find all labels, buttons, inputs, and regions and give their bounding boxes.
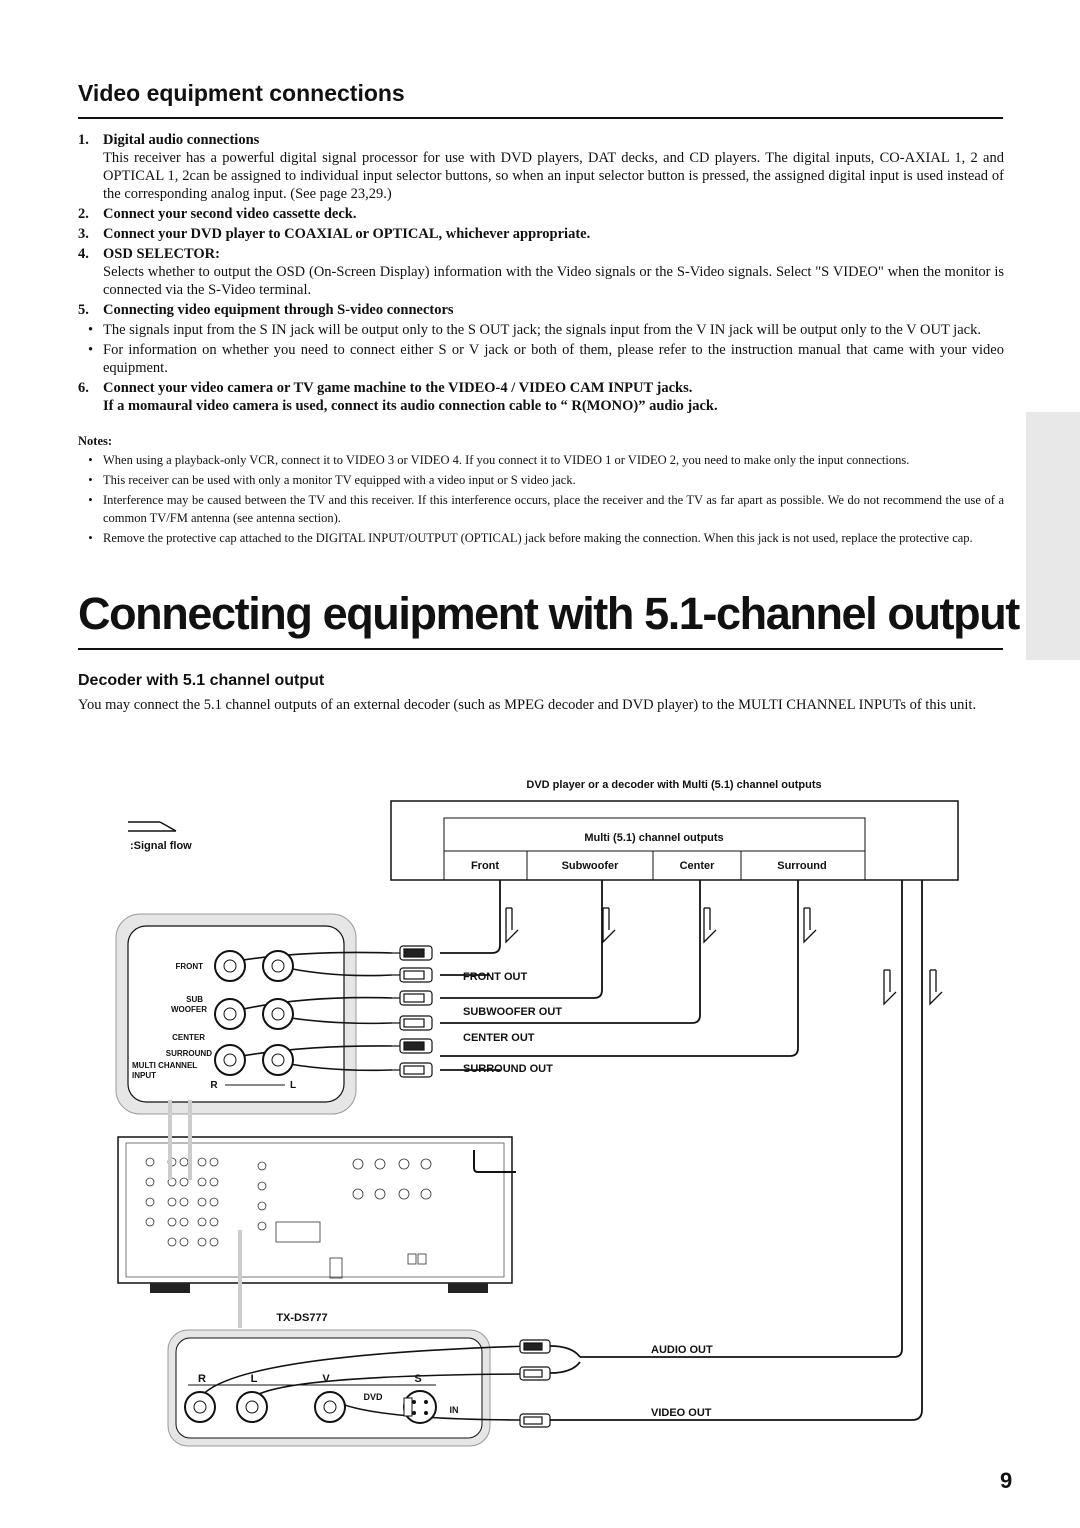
dvd-name-label: DVD xyxy=(363,1392,383,1402)
av-plugs xyxy=(520,1340,550,1427)
dvd-r-label: R xyxy=(198,1373,206,1385)
outputs-header: Multi (5.1) channel outputs xyxy=(584,832,724,844)
receiver-rear-panel xyxy=(118,1137,516,1293)
notes-label: Notes: xyxy=(78,434,113,448)
diagram-caption: DVD player or a decoder with Multi (5.1) channel outputs xyxy=(526,779,822,791)
dvd-l-label: L xyxy=(250,1373,258,1385)
list-item: 1. Digital audio connections This receiver has a powerful digital signal processor for use with DVD players, DAT decks, and CD players. The digital inputs, CO-AXIAL 1, 2 and OPTICAL 1, 2can be assigned to individual input selector buttons, so when an input selector button is pressed, the assigned digital input is used instead of the corresponding analog input. (See page 23,29.) xyxy=(78,132,1004,202)
audio-out-label: AUDIO OUT xyxy=(651,1344,713,1356)
note-item: • Remove the protective cap attached to the DIGITAL INPUT/OUTPUT (OPTICAL) jack before making the connection. When this jack is not used, replace the protective cap. xyxy=(88,531,973,545)
page-number: 9 xyxy=(1000,1468,1013,1493)
note-item: • When using a playback-only VCR, connect it to VIDEO 3 or VIDEO 4. If you connect it to VIDEO 1 or VIDEO 2, you need to make only the input connections. xyxy=(88,453,910,467)
subwoofer-out-label: SUBWOOFER OUT xyxy=(463,1006,562,1018)
intro-paragraph: You may connect the 5.1 channel outputs of an external decoder (such as MPEG decoder and DVD player) to the MULTI CHANNEL INPUTs of this unit. xyxy=(78,697,977,713)
jack-surround-label: SURROUND xyxy=(165,1049,212,1058)
flow-arrows xyxy=(506,908,942,1004)
jack-sub-label: SUB xyxy=(186,995,203,1004)
subsection-title: Decoder with 5.1 channel output xyxy=(78,672,325,689)
signal-flow-label: :Signal flow xyxy=(130,840,192,852)
output-center: Center xyxy=(679,860,715,872)
rca-plugs xyxy=(392,946,432,1077)
dvd-s-label: S xyxy=(414,1373,422,1385)
surround-out-label: SURROUND OUT xyxy=(463,1063,553,1075)
list-item: 3. Connect your DVD player to COAXIAL or OPTICAL, whichever appropriate. xyxy=(78,226,591,242)
page-title: Connecting equipment with 5.1-channel output xyxy=(78,588,1019,639)
list-item: 2. Connect your second video cassette deck. xyxy=(78,206,357,222)
jack-front-label: FRONT xyxy=(175,962,203,971)
jack-r-label: R xyxy=(210,1080,218,1091)
list-item: 6. Connect your video camera or TV game machine to the VIDEO-4 / VIDEO CAM INPUT jacks. If a momaural video camera is used, connect its audio connection cable to “ R(MONO)” audio jack. xyxy=(78,380,718,414)
center-out-label: CENTER OUT xyxy=(463,1032,535,1044)
note-item: • This receiver can be used with only a monitor TV equipped with a video input or S video jack. xyxy=(88,473,576,487)
bullet-item: • For information on whether you need to connect either S or V jack or both of them, please refer to the instruction manual that came with your video equipment. xyxy=(87,342,1004,376)
jack-l-label: L xyxy=(289,1080,297,1091)
output-surround: Surround xyxy=(777,860,827,872)
output-front: Front xyxy=(470,860,500,872)
bullet-item: • The signals input from the S IN jack will be output only to the S OUT jack; the signals input from the V IN jack will be output only to the V OUT jack. xyxy=(87,322,981,338)
jack-input-label: INPUT xyxy=(132,1071,156,1080)
output-subwoofer: Subwoofer xyxy=(561,860,619,872)
receiver-model-label: TX-DS777 xyxy=(276,1312,328,1324)
front-out-label: FRONT OUT xyxy=(463,971,528,983)
jack-center-label: CENTER xyxy=(172,1033,205,1042)
section-title: Video equipment connections xyxy=(78,80,405,106)
jack-multi-label: MULTI CHANNEL xyxy=(132,1061,198,1070)
list-item: 5. Connecting video equipment through S-video connectors xyxy=(78,302,454,318)
video-out-label: VIDEO OUT xyxy=(651,1407,712,1419)
jack-woofer-label: WOOFER xyxy=(171,1005,207,1014)
dvd-in-label: IN xyxy=(449,1405,459,1415)
list-item: 4. OSD SELECTOR: Selects whether to output the OSD (On-Screen Display) information with the Video signals or the S-Video signals. Select "S VIDEO" when the monitor is connected via the S-Video terminal. xyxy=(78,246,1004,298)
dvd-v-label: V xyxy=(322,1373,330,1385)
signal-flow-icon xyxy=(128,822,176,831)
note-item: • Interference may be caused between the TV and this receiver. If this interference occurs, place the receiver and the TV as far apart as possible. We do not recommend the use of a common TV/FM antenna (see antenna section). xyxy=(88,493,1004,525)
